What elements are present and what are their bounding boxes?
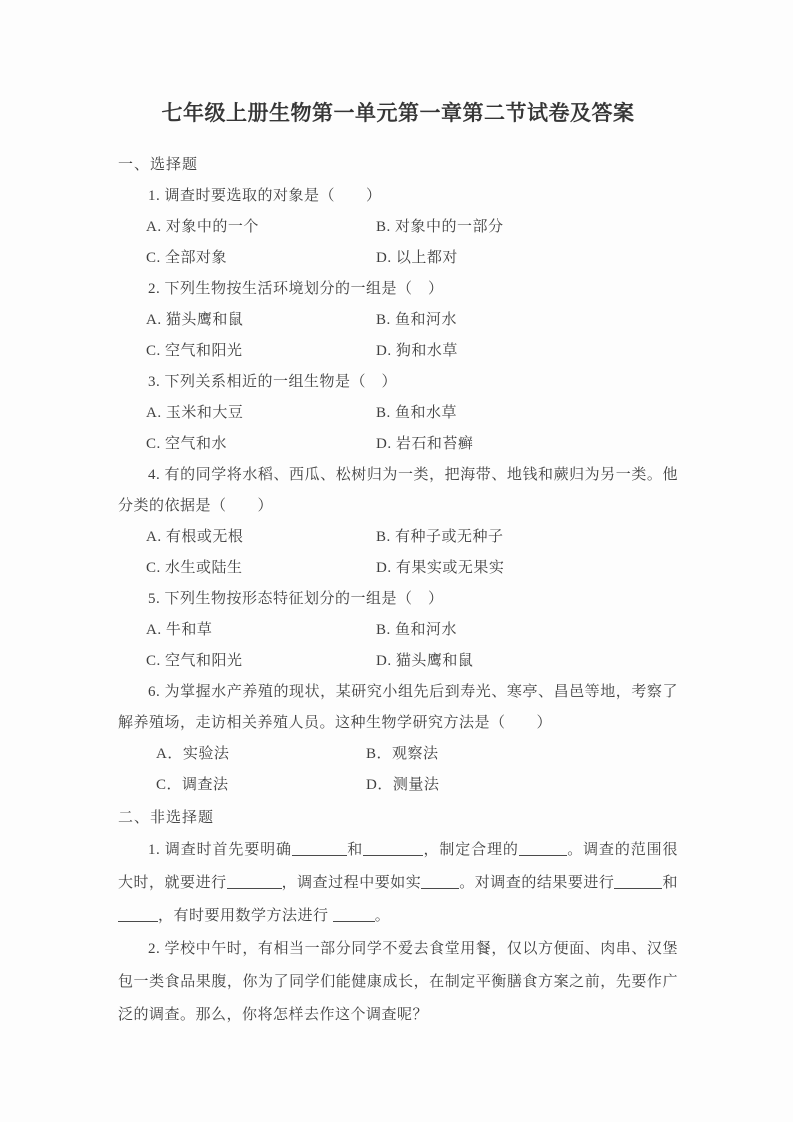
s2-q1-text <box>118 834 678 933</box>
s1-q6-row-ab <box>118 739 678 770</box>
s2-q1-seg-5: 。对调查的结果要进行 <box>459 875 615 891</box>
answer-blank-2 <box>363 842 423 856</box>
s1-q1-option-d: D. 以上都对 <box>376 250 458 266</box>
s1-q6-option-a: A．实验法 <box>156 746 230 762</box>
s1-q4-option-a: A. 有根或无根 <box>146 529 244 545</box>
s1-q4-row-cd <box>118 553 678 584</box>
answer-blank-3 <box>519 842 567 856</box>
s1-q5-stem: 5. 下列生物按形态特征划分的一组是（ ） <box>148 591 444 607</box>
s1-q2-stem: 2. 下列生物按生活环境划分的一组是（ ） <box>148 281 444 297</box>
s2-q1-seg-0: 1. 调查时首先要明确 <box>148 842 292 858</box>
s2-q1-seg-2: ，制定合理的 <box>423 842 519 858</box>
s2-q1-seg-3: 。调查的范围很大时，就要进行 <box>118 842 678 891</box>
s1-q3-row-ab <box>118 398 678 429</box>
s1-q1-option-b: B. 对象中的一部分 <box>376 219 504 235</box>
s1-q1-stem: 1. 调查时要选取的对象是（ ） <box>148 188 382 204</box>
s1-q2-option-d: D. 狗和水草 <box>376 343 458 359</box>
s2-q2-text: 2. 学校中午时，有相当一部分同学不爱去食堂用餐，仅以方便面、肉串、汉堡包一类食品果腹，你为了同学们能健康成长，在制定平衡膳食方案之前，先要作广泛的调查。那么，你将怎样去作这个调查呢？ <box>118 941 678 1023</box>
s1-q6-option-c: C．调查法 <box>156 777 229 793</box>
section-1-heading: 一、选择题 <box>118 157 199 173</box>
s1-q3-option-c: C. 空气和水 <box>146 436 228 452</box>
answer-blank-4 <box>227 875 282 889</box>
s1-q3-option-b: B. 鱼和水草 <box>376 405 458 421</box>
s1-q6-option-b: B．观察法 <box>366 746 439 762</box>
answer-blank-8 <box>333 908 375 922</box>
answer-blank-1 <box>292 842 347 856</box>
s1-q2-option-a: A. 猫头鹰和鼠 <box>146 312 244 328</box>
s1-q5-row-ab <box>118 615 678 646</box>
section-2-heading: 二、非选择题 <box>118 810 215 826</box>
s1-q4-option-b: B. 有种子或无种子 <box>376 529 504 545</box>
s1-q3-option-a: A. 玉米和大豆 <box>146 405 244 421</box>
s1-q6-row-cd <box>118 770 678 801</box>
s2-q1-seg-7: ，有时要用数学方法进行 <box>158 908 333 924</box>
s1-q2-option-b: B. 鱼和河水 <box>376 312 458 328</box>
s1-q3-row-cd <box>118 429 678 460</box>
answer-blank-6 <box>614 875 662 889</box>
s1-q6-stem: 6. 为掌握水产养殖的现状，某研究小组先后到寿光、寒亭、昌邑等地，考察了解养殖场，走访相关养殖人员。这种生物学研究方法是（ ） <box>118 684 678 731</box>
s1-q1-option-a: A. 对象中的一个 <box>146 219 259 235</box>
s2-q1-seg-4: ，调查过程中要如实 <box>281 875 422 891</box>
s1-q1-option-c: C. 全部对象 <box>146 250 228 266</box>
s1-q5-option-b: B. 鱼和河水 <box>376 622 458 638</box>
s1-q5-option-c: C. 空气和阳光 <box>146 653 243 669</box>
s2-q1-seg-1: 和 <box>346 842 364 858</box>
s1-q3-option-d: D. 岩石和苔癣 <box>376 436 474 452</box>
s1-q5-option-a: A. 牛和草 <box>146 622 213 638</box>
s1-q5-option-d: D. 猫头鹰和鼠 <box>376 653 474 669</box>
s1-q2-option-c: C. 空气和阳光 <box>146 343 243 359</box>
s1-q4-option-d: D. 有果实或无果实 <box>376 560 505 576</box>
s1-q4-option-c: C. 水生或陆生 <box>146 560 243 576</box>
s1-q1-row-cd <box>118 243 678 274</box>
doc-title: 七年级上册生物第一单元第一章第二节试卷及答案 <box>161 101 635 125</box>
s1-q4-stem: 4. 有的同学将水稻、西瓜、松树归为一类，把海带、地钱和蕨归为另一类。他分类的依据是（ ） <box>118 467 678 514</box>
s1-q6-option-d: D．测量法 <box>366 777 440 793</box>
answer-blank-5 <box>421 875 459 889</box>
s1-q3-stem: 3. 下列关系相近的一组生物是（ ） <box>148 374 398 390</box>
s1-q2-row-ab <box>118 305 678 336</box>
s1-q4-row-ab <box>118 522 678 553</box>
s1-q2-row-cd <box>118 336 678 367</box>
answer-blank-7 <box>118 908 158 922</box>
s2-q1-seg-6: 和 <box>662 875 678 891</box>
s1-q5-row-cd <box>118 646 678 677</box>
s2-q1-seg-8: 。 <box>374 908 391 924</box>
page-content <box>118 0 678 1032</box>
s1-q1-row-ab <box>118 212 678 243</box>
